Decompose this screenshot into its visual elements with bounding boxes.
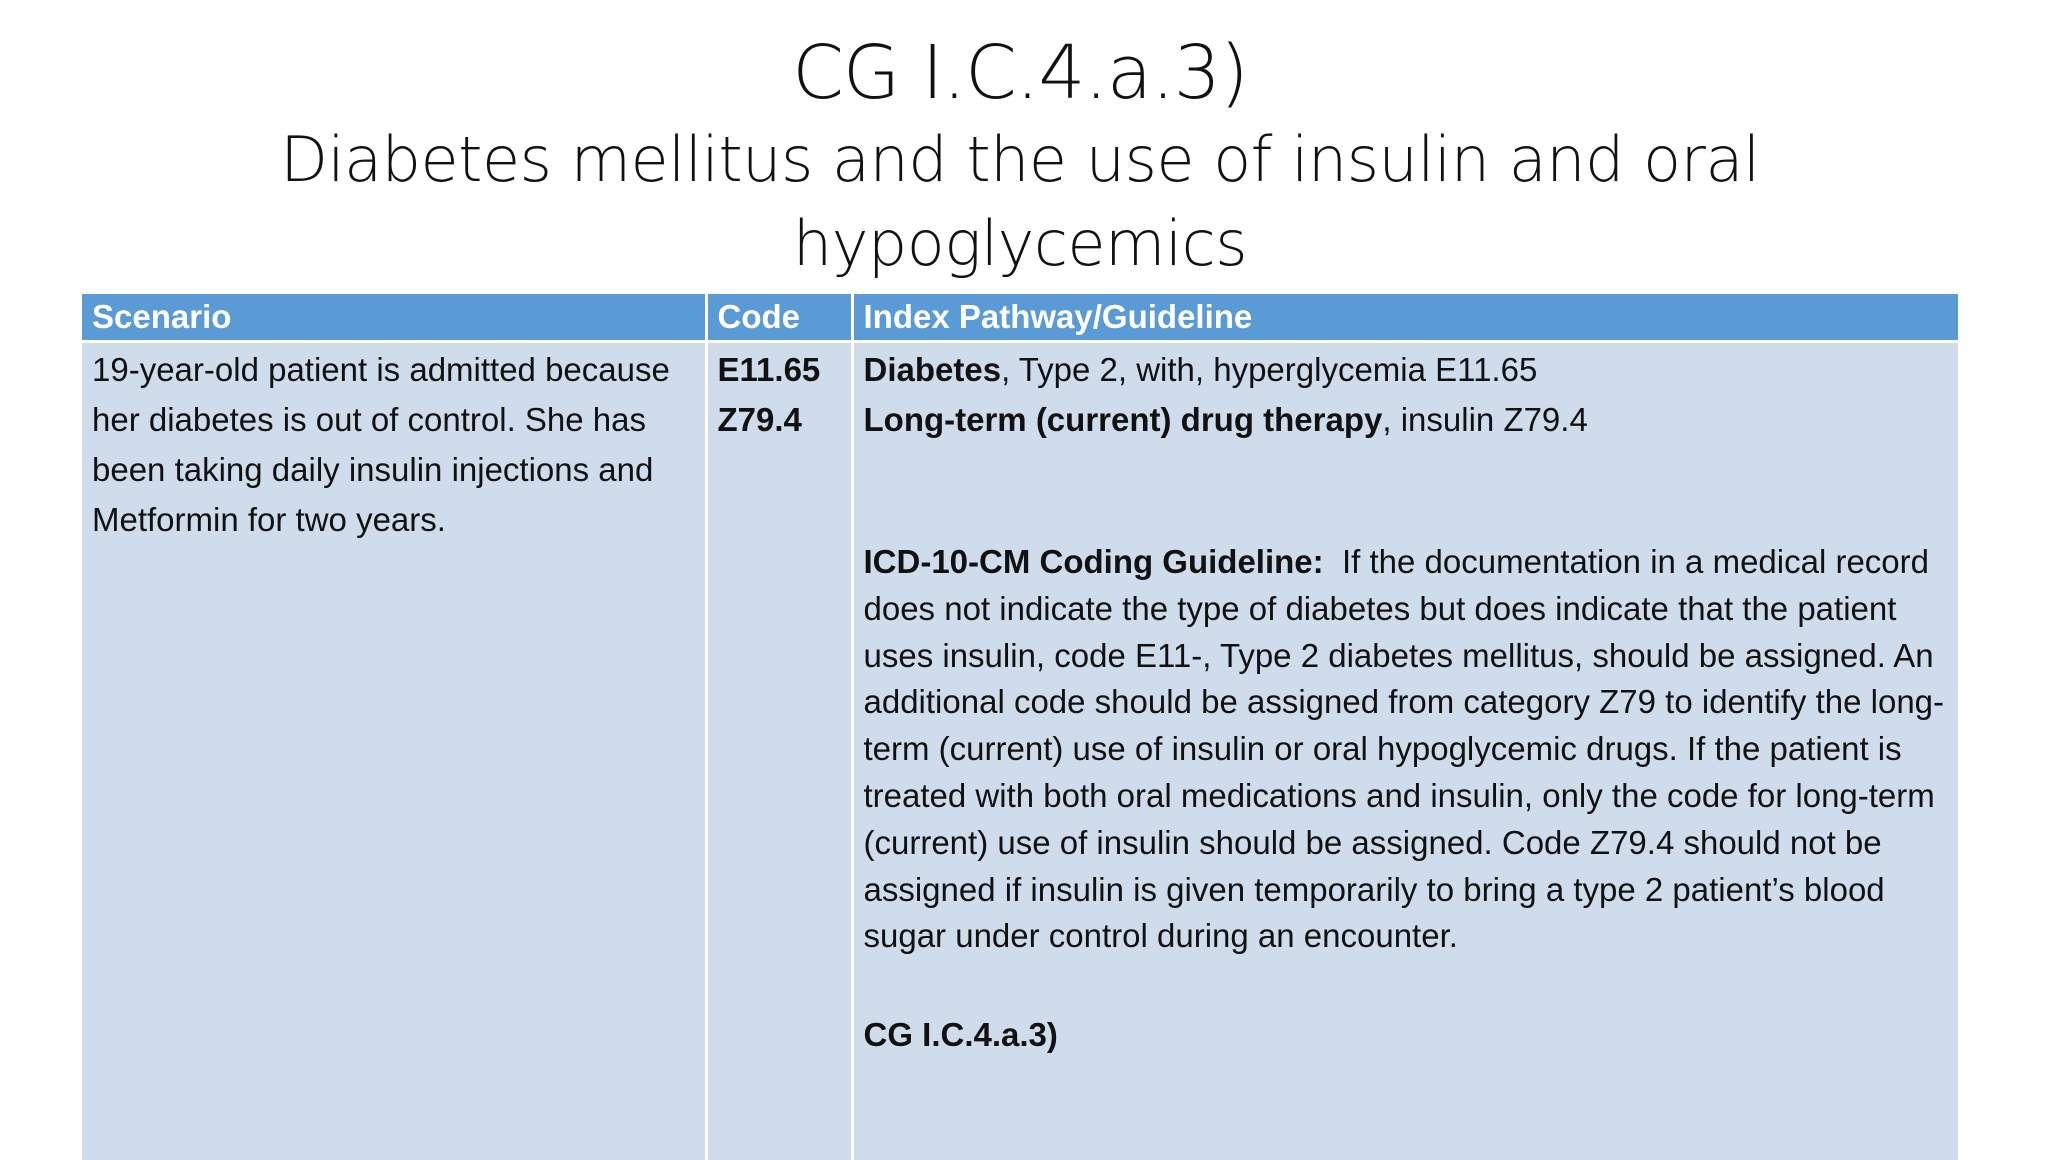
pathway-detail-diabetes: , Type 2, with, hyperglycemia E11.65 [1001, 351, 1537, 388]
guideline-text: If the documentation in a medical record does not indicate the type of diabetes but does indicate that the patient uses insulin, code E11-, Type 2 diabetes mellitus, should be assigned. An additional code should be assigned from category Z79 to identify the long-term (current) use of insulin or oral hypoglycemic drugs. If the patient is treated with both oral medications and insulin, only the code for long-term (current) use of insulin should be assigned. Code Z79.4 should not be assigned if insulin is given temporarily to bring a type 2 patient’s blood sugar under control during an encounter. [864, 543, 1945, 954]
scenario-cell [82, 342, 706, 1160]
pathway-term-drug-therapy: Long-term (current) drug therapy [864, 401, 1383, 438]
pathway-line-diabetes [864, 345, 1949, 395]
title-guideline-reference: CG I.C.4.a.3) [0, 28, 2040, 118]
header-code: Code [706, 294, 852, 342]
guideline-table-container [82, 294, 1958, 1160]
header-pathway: Index Pathway/Guideline [852, 294, 1958, 342]
guideline-reference: CG I.C.4.a.3) [864, 1010, 1949, 1060]
header-scenario: Scenario [82, 294, 706, 342]
slide-title [0, 28, 2040, 286]
guideline-paragraph [864, 539, 1949, 960]
pathway-cell [852, 342, 1958, 1160]
table-row [82, 342, 1958, 1160]
pathway-line-drug-therapy [864, 395, 1949, 445]
pathway-detail-drug-therapy: , insulin Z79.4 [1382, 401, 1587, 438]
title-topic: Diabetes mellitus and the use of insulin and oral hypoglycemics [0, 118, 2040, 286]
guideline-label: ICD-10-CM Coding Guideline: [864, 543, 1324, 580]
table-header-row [82, 294, 1958, 342]
code-cell [706, 342, 852, 1160]
scenario-text: 19-year-old patient is admitted because her diabetes is out of control. She has been taking daily insulin injections and Metformin for two years. [92, 351, 670, 538]
guideline-table [82, 294, 1958, 1160]
code-e11-65: E11.65 [718, 345, 841, 395]
pathway-term-diabetes: Diabetes [864, 351, 1002, 388]
code-z79-4: Z79.4 [718, 395, 841, 445]
